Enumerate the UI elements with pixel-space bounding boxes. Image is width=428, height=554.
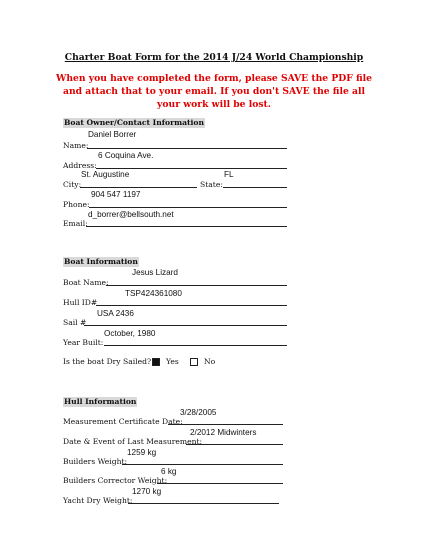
- form-title: Charter Boat Form for the 2014 J/24 World Championship: [64, 52, 364, 63]
- corrector-weight-value[interactable]: 6 kg: [161, 467, 177, 476]
- owner-phone-field[interactable]: [89, 207, 287, 208]
- owner-city-value[interactable]: St. Augustine: [81, 170, 130, 179]
- no-checkbox[interactable]: [190, 358, 198, 366]
- owner-name-label: Name:: [63, 141, 89, 150]
- yacht-dry-weight-field[interactable]: [128, 503, 279, 504]
- boat-name-field[interactable]: [106, 285, 287, 286]
- owner-name-field[interactable]: [87, 148, 287, 149]
- yacht-dry-weight-value[interactable]: 1270 kg: [132, 487, 162, 496]
- warning-line-3: your work will be lost.: [157, 99, 271, 110]
- sail-number-label: Sail #: [63, 318, 87, 327]
- owner-address-value[interactable]: 6 Coquina Ave.: [98, 151, 154, 160]
- owner-city-field[interactable]: [80, 187, 197, 188]
- owner-email-field[interactable]: [86, 226, 287, 227]
- owner-name-value[interactable]: Daniel Borrer: [88, 130, 137, 139]
- corrector-weight-field[interactable]: [157, 483, 283, 484]
- builders-weight-value[interactable]: 1259 kg: [127, 448, 157, 457]
- hull-id-label: Hull ID#: [63, 298, 98, 307]
- builders-weight-field[interactable]: [122, 464, 283, 465]
- dry-sailed-label: Is the boat Dry Sailed?: [63, 357, 152, 366]
- warning-line-2: and attach that to your email. If you don't SAVE the file all: [63, 86, 365, 97]
- builders-weight-label: Builders Weight:: [63, 457, 128, 466]
- owner-state-field[interactable]: [223, 187, 287, 188]
- cert-date-label: Measurement Certificate Date:: [63, 417, 183, 426]
- last-measurement-field[interactable]: [186, 444, 283, 445]
- owner-email-label: Email:: [63, 219, 88, 228]
- hull-id-field[interactable]: [96, 305, 287, 306]
- cert-date-field[interactable]: [168, 424, 283, 425]
- warning-line-1: When you have completed the form, please SAVE the PDF file: [56, 73, 372, 84]
- sail-number-value[interactable]: USA 2436: [97, 309, 134, 318]
- hull-id-value[interactable]: TSP424361080: [125, 289, 182, 298]
- last-measurement-label: Date & Event of Last Measurement:: [63, 437, 203, 446]
- owner-section-heading: Boat Owner/Contact Information: [64, 118, 205, 127]
- owner-phone-label: Phone:: [63, 200, 90, 209]
- sail-number-field[interactable]: [84, 325, 287, 326]
- owner-address-label: Address:: [63, 161, 97, 170]
- corrector-weight-label: Builders Corrector Weight:: [63, 476, 168, 485]
- dry-sailed-no-option[interactable]: [190, 357, 215, 367]
- owner-phone-value[interactable]: 904 547 1197: [91, 190, 141, 199]
- last-measurement-value[interactable]: 2/2012 Midwinters: [190, 428, 257, 437]
- owner-email-value[interactable]: d_borrer@bellsouth.net: [88, 210, 174, 219]
- yes-label: Yes: [166, 357, 179, 366]
- year-built-field[interactable]: [104, 345, 287, 346]
- boat-section-heading: Boat Information: [64, 257, 138, 266]
- owner-state-value[interactable]: FL: [224, 170, 234, 179]
- cert-date-value[interactable]: 3/28/2005: [180, 408, 217, 417]
- hull-section-heading: Hull Information: [64, 397, 137, 406]
- no-label: No: [204, 357, 216, 366]
- year-built-label: Year Built:: [63, 338, 104, 347]
- boat-name-value[interactable]: Jesus Lizard: [132, 268, 178, 277]
- boat-name-label: Boat Name:: [63, 278, 109, 287]
- owner-city-label: City:: [63, 180, 82, 189]
- year-built-value[interactable]: October, 1980: [104, 329, 156, 338]
- owner-state-label: State:: [200, 180, 223, 189]
- dry-sailed-yes-option[interactable]: [152, 357, 179, 367]
- owner-address-field[interactable]: [96, 168, 287, 169]
- yacht-dry-weight-label: Yacht Dry Weight:: [63, 496, 133, 505]
- yes-checkbox[interactable]: [152, 358, 160, 366]
